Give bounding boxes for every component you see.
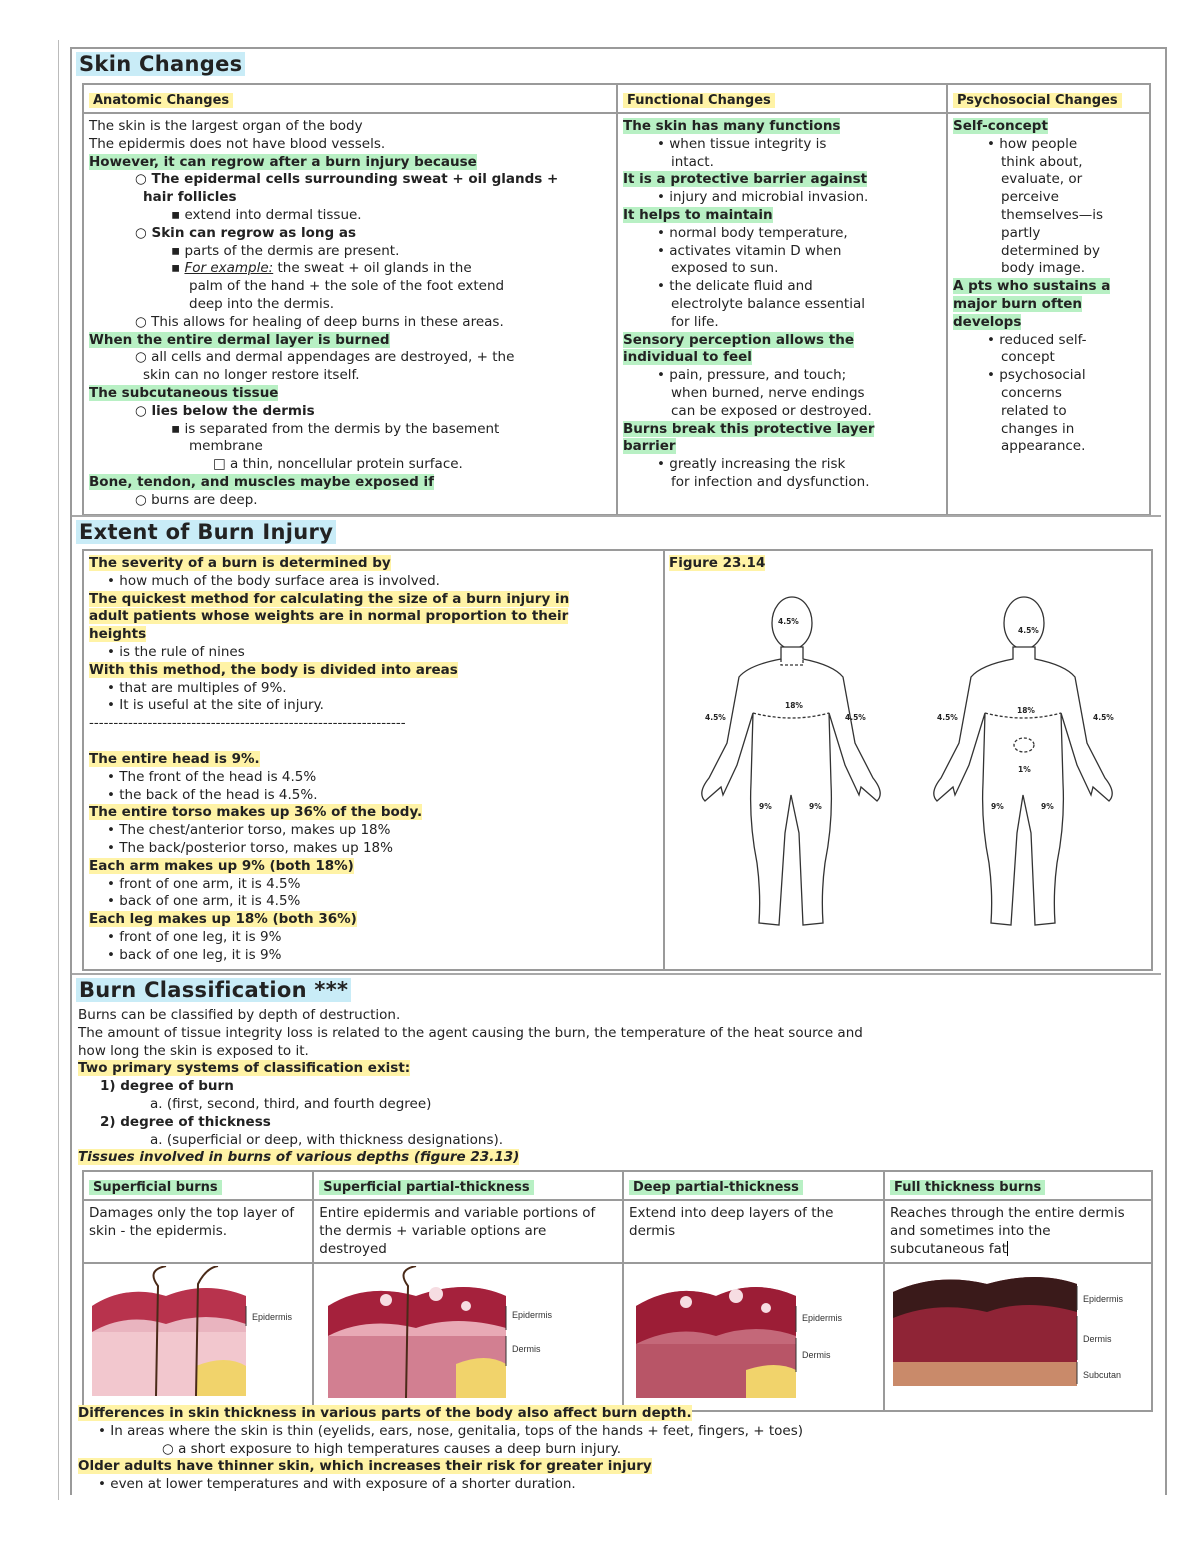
psychosocial-line: appearance. — [1001, 438, 1086, 455]
anatomic-bullet: ▪ extend into dermal tissue. — [171, 206, 362, 223]
extent-bullet: • front of one leg, it is 9% — [107, 928, 282, 945]
functional-line: It is a protective barrier against — [623, 171, 868, 188]
extent-line: The quickest method for calculating the size of a burn injury in — [89, 590, 570, 607]
extent-line: heights — [89, 626, 147, 643]
full-thickness-skin-diagram — [887, 1266, 1149, 1404]
classification-section — [72, 978, 1161, 1002]
functional-line: individual to feel — [623, 349, 752, 366]
anatomic-line: The subcutaneous tissue — [89, 384, 279, 401]
anatomic-header-cell — [83, 84, 617, 113]
extent-line: The severity of a burn is determined by — [89, 555, 391, 571]
label-dermis: Dermis — [1083, 1334, 1112, 1345]
anatomic-line: The epidermis does not have blood vessels. — [89, 135, 386, 152]
anatomic-line: However, it can regrow after a burn injury because — [89, 153, 477, 170]
superficial-partial-desc: Entire epidermis and variable portions of the dermis + variable options are destroyed — [313, 1200, 623, 1263]
classification-after-bullet: • even at lower temperatures and with exposure of a shorter duration. — [98, 1476, 576, 1493]
full-thickness-header-cell — [884, 1171, 1152, 1200]
psychosocial-line: develops — [953, 313, 1022, 330]
functional-bullet: • the delicate fluid and — [657, 278, 813, 295]
front-body-figure — [934, 597, 1112, 925]
anatomic-line: skin can no longer restore itself. — [143, 367, 360, 384]
extent-line: Each arm makes up 9% (both 18%) — [89, 857, 354, 874]
classification-after-line: Older adults have thinner skin, which increases their risk for greater injury — [78, 1458, 652, 1475]
label-epidermis: Epidermis — [802, 1313, 843, 1324]
functional-line: Burns break this protective layer — [623, 420, 875, 437]
burn-depth-table — [82, 1170, 1153, 1412]
classification-line: Tissues involved in burns of various depths (figure 23.13) — [78, 1149, 520, 1166]
classification-line: The amount of tissue integrity loss is related to the agent causing the burn, the temperature of the heat source and — [78, 1024, 863, 1041]
extent-table — [82, 549, 1153, 971]
label-epidermis: Epidermis — [252, 1312, 293, 1323]
functional-line: exposed to sun. — [671, 260, 779, 277]
classification-line: how long the skin is exposed to it. — [78, 1042, 309, 1059]
label-dermis: Dermis — [512, 1344, 541, 1355]
extent-bullet: • front of one arm, it is 4.5% — [107, 875, 301, 892]
full-thickness-header: Full thickness burns — [890, 1180, 1045, 1195]
extent-bullet: • that are multiples of 9%. — [107, 679, 287, 696]
superficial-desc: Damages only the top layer of skin - the epidermis. — [83, 1200, 313, 1263]
extent-bullet: • the back of the head is 4.5%. — [107, 786, 318, 803]
skin-changes-table — [82, 83, 1151, 516]
front-torso-label: 18% — [1017, 705, 1035, 715]
section-title-extent: Extent of Burn Injury — [76, 520, 336, 544]
anatomic-line: When the entire dermal layer is burned — [89, 331, 390, 348]
psychosocial-line: changes in — [1001, 420, 1075, 437]
anatomic-bullet: □ a thin, noncellular protein surface. — [213, 456, 463, 473]
anatomic-bullet: ○ The epidermal cells surrounding sweat + oil glands + — [135, 171, 559, 188]
psychosocial-line: determined by — [1001, 242, 1100, 259]
functional-line: when burned, nerve endings — [671, 384, 865, 401]
anatomic-bullet: ▪ parts of the dermis are present. — [171, 242, 400, 259]
superficial-skin-diagram — [86, 1266, 308, 1404]
classification-list-subitem: a. (superficial or deep, with thickness designations). — [150, 1131, 504, 1148]
deep-partial-header-cell — [623, 1171, 884, 1200]
anatomic-line: membrane — [189, 438, 263, 455]
psychosocial-line: body image. — [1001, 260, 1086, 277]
page-margin-rule — [58, 40, 59, 1500]
back-body-figure — [702, 597, 880, 925]
extent-line: Each leg makes up 18% (both 36%) — [89, 911, 357, 928]
anatomic-bullet: ○ This allows for healing of deep burns in these areas. — [135, 313, 504, 330]
functional-line: intact. — [671, 153, 714, 170]
functional-line: for infection and dysfunction. — [671, 473, 870, 490]
psychosocial-line: major burn often — [953, 295, 1083, 312]
anatomic-line: hair follicles — [143, 189, 237, 206]
extent-bullet: • is the rule of nines — [107, 643, 245, 660]
rule-of-nines-figure-cell — [664, 550, 1152, 970]
front-groin-label: 1% — [1018, 764, 1031, 774]
figure-caption: Figure 23.14 — [669, 555, 766, 571]
classification-list-item: 1) degree of burn — [100, 1078, 234, 1095]
front-arm-right-label: 4.5% — [1093, 712, 1114, 722]
functional-header-cell — [617, 84, 947, 113]
front-head-label: 4.5% — [1018, 625, 1039, 635]
psychosocial-line: concerns — [1001, 384, 1062, 401]
functional-bullet: • normal body temperature, — [657, 224, 848, 241]
extent-line: With this method, the body is divided into areas — [89, 661, 458, 678]
anatomic-bullet: ○ burns are deep. — [135, 491, 258, 508]
extent-text-cell — [83, 550, 664, 970]
classification-line: Two primary systems of classification exist: — [78, 1060, 411, 1077]
extent-bullet: • It is useful at the site of injury. — [107, 697, 324, 714]
functional-line: Sensory perception allows the — [623, 331, 854, 348]
anatomic-bullet: ○ lies below the dermis — [135, 402, 315, 419]
extent-line: The entire torso makes up 36% of the body. — [89, 804, 423, 821]
psychosocial-header: Psychosocial Changes — [953, 93, 1122, 108]
functional-line: barrier — [623, 438, 676, 455]
extent-line: adult patients whose weights are in normal proportion to their — [89, 608, 569, 625]
extent-bullet: • The back/posterior torso, makes up 18% — [107, 839, 393, 856]
psychosocial-bullet: • reduced self- — [987, 331, 1087, 348]
rule-of-nines-figure — [669, 573, 1147, 961]
classification-after-subbullet: ○ a short exposure to high temperatures causes a deep burn injury. — [162, 1440, 622, 1457]
front-leg-left-label: 9% — [991, 801, 1004, 811]
functional-bullet: • when tissue integrity is — [657, 135, 827, 152]
text-cursor — [1007, 1241, 1008, 1256]
section-divider — [72, 515, 1161, 517]
functional-bullet: • pain, pressure, and touch; — [657, 367, 847, 384]
psychosocial-bullet: • how people — [987, 135, 1078, 152]
functional-body — [617, 113, 947, 515]
deep-partial-header: Deep partial-thickness — [629, 1180, 803, 1195]
functional-line: for life. — [671, 313, 719, 330]
full-thickness-desc: Reaches through the entire dermis and sometimes into the subcutaneous fat — [884, 1200, 1152, 1263]
label-subcutan: Subcutan — [1083, 1370, 1122, 1381]
back-leg-right-label: 9% — [809, 801, 822, 811]
psychosocial-line: themselves—is — [1001, 206, 1104, 223]
classification-after-bullet: • In areas where the skin is thin (eyelids, ears, nose, genitalia, tops of the hands + feet, fingers, + toes) — [98, 1422, 804, 1439]
functional-bullet: • injury and microbial invasion. — [657, 189, 869, 206]
skin-changes-section — [72, 52, 1161, 76]
anatomic-body — [83, 113, 617, 515]
functional-line: electrolyte balance essential — [671, 295, 865, 312]
superficial-header-cell — [83, 1171, 313, 1200]
label-epidermis: Epidermis — [1083, 1294, 1124, 1305]
classification-intro — [78, 1007, 1153, 1167]
back-arm-right-label: 4.5% — [845, 712, 866, 722]
classification-outro — [78, 1405, 1153, 1494]
psychosocial-line: related to — [1001, 402, 1067, 419]
classification-list-subitem: a. (first, second, third, and fourth degree) — [150, 1095, 432, 1112]
superficial-partial-header: Superficial partial-thickness — [319, 1180, 533, 1195]
classification-after-line: Differences in skin thickness in various parts of the body also affect burn depth. — [78, 1405, 692, 1421]
classification-line: Burns can be classified by depth of destruction. — [78, 1007, 401, 1023]
anatomic-bullet: ○ Skin can regrow as long as — [135, 224, 356, 241]
classification-list-item: 2) degree of thickness — [100, 1113, 271, 1130]
section-divider — [72, 973, 1161, 975]
functional-line: can be exposed or destroyed. — [671, 402, 872, 419]
anatomic-bullet: ▪ is separated from the dermis by the basement — [171, 420, 500, 437]
psychosocial-line: concept — [1001, 349, 1055, 366]
anatomic-bullet: ○ all cells and dermal appendages are destroyed, + the — [135, 349, 515, 366]
extent-bullet: • back of one leg, it is 9% — [107, 946, 282, 963]
full-thickness-skin-diagram-cell — [884, 1263, 1152, 1411]
extent-bullet: • The front of the head is 4.5% — [107, 768, 317, 785]
anatomic-line: Bone, tendon, and muscles maybe exposed if — [89, 473, 435, 490]
extent-line: The entire head is 9%. — [89, 750, 260, 767]
superficial-partial-skin-diagram-cell — [313, 1263, 623, 1411]
deep-partial-desc: Extend into deep layers of the dermis — [623, 1200, 884, 1263]
superficial-header: Superficial burns — [89, 1180, 222, 1195]
psychosocial-line: think about, — [1001, 153, 1083, 170]
anatomic-bullet: ▪ For example: the sweat + oil glands in the — [171, 260, 472, 277]
psychosocial-body — [947, 113, 1150, 515]
superficial-skin-diagram-cell — [83, 1263, 313, 1411]
anatomic-line: deep into the dermis. — [189, 295, 335, 312]
section-title-skin-changes: Skin Changes — [76, 52, 245, 76]
back-torso-label: 18% — [785, 700, 803, 710]
anatomic-line: The skin is the largest organ of the body — [89, 118, 363, 134]
functional-line: It helps to maintain — [623, 206, 773, 223]
front-arm-left-label: 4.5% — [937, 712, 958, 722]
functional-bullet: • activates vitamin D when — [657, 242, 842, 259]
functional-bullet: • greatly increasing the risk — [657, 456, 846, 473]
psychosocial-line: perceive — [1001, 189, 1059, 206]
extent-bullet: • how much of the body surface area is involved. — [107, 572, 440, 589]
extent-section — [72, 520, 1161, 544]
extent-bullet: • The chest/anterior torso, makes up 18% — [107, 822, 391, 839]
superficial-partial-skin-diagram — [316, 1266, 616, 1404]
extent-bullet: • back of one arm, it is 4.5% — [107, 893, 301, 910]
psychosocial-line: partly — [1001, 224, 1041, 241]
superficial-partial-header-cell — [313, 1171, 623, 1200]
label-dermis: Dermis — [802, 1350, 831, 1361]
psychosocial-header-cell — [947, 84, 1150, 113]
anatomic-line: palm of the hand + the sole of the foot extend — [189, 278, 505, 295]
psychosocial-line: A pts who sustains a — [953, 278, 1111, 295]
anatomic-header: Anatomic Changes — [89, 93, 233, 108]
deep-partial-skin-diagram — [626, 1266, 878, 1404]
psychosocial-line: Self-concept — [953, 118, 1048, 134]
psychosocial-bullet: • psychosocial — [987, 367, 1086, 384]
back-leg-left-label: 9% — [759, 801, 772, 811]
extent-dashed-divider: ----------------------------------------------------------------- — [89, 715, 406, 732]
front-leg-right-label: 9% — [1041, 801, 1054, 811]
back-head-label: 4.5% — [778, 616, 799, 626]
functional-line: The skin has many functions — [623, 118, 841, 134]
deep-partial-skin-diagram-cell — [623, 1263, 884, 1411]
section-title-classification: Burn Classification *** — [76, 978, 351, 1002]
psychosocial-line: evaluate, or — [1001, 171, 1083, 188]
label-epidermis: Epidermis — [512, 1310, 553, 1321]
functional-header: Functional Changes — [623, 93, 775, 108]
back-arm-left-label: 4.5% — [705, 712, 726, 722]
